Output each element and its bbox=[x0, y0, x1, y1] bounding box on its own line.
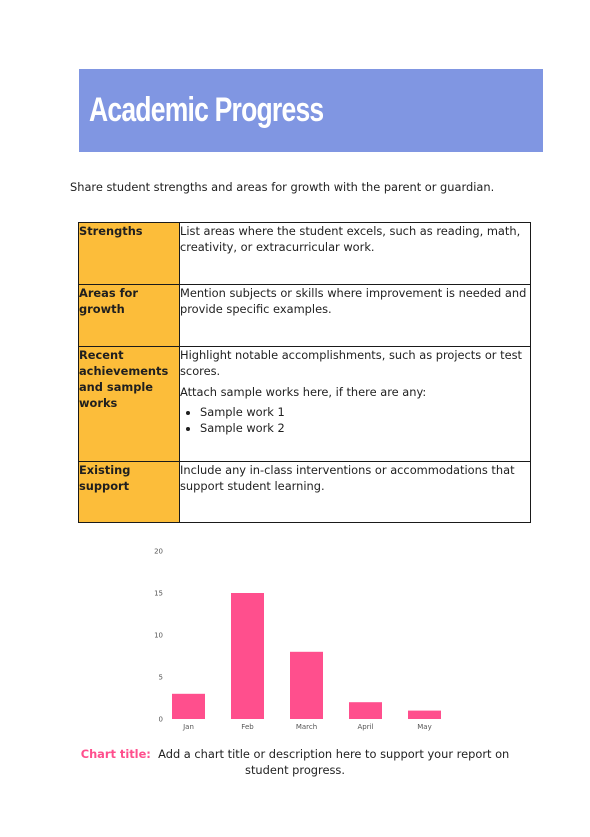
x-tick-label: May bbox=[417, 723, 432, 731]
bar-jan bbox=[172, 694, 205, 719]
description-text: Mention subjects or skills where improvement is needed and provide specific examples. bbox=[180, 286, 527, 316]
x-tick-label: Feb bbox=[241, 723, 254, 731]
row-description bbox=[180, 285, 531, 347]
y-tick-label: 15 bbox=[154, 589, 163, 598]
x-tick-label: April bbox=[357, 723, 374, 731]
table-row bbox=[79, 462, 531, 523]
samples-list bbox=[180, 404, 530, 436]
bar-march bbox=[290, 652, 323, 719]
bar-feb bbox=[231, 593, 264, 719]
x-tick-label: March bbox=[295, 723, 318, 731]
bar-chart bbox=[0, 540, 590, 740]
table-row bbox=[79, 285, 531, 347]
page-title: Academic Progress bbox=[89, 91, 324, 129]
row-description bbox=[180, 223, 531, 285]
attach-samples-text: Attach sample works here, if there are any: bbox=[180, 385, 427, 399]
row-description bbox=[180, 347, 531, 462]
row-description bbox=[180, 462, 531, 523]
y-tick-label: 10 bbox=[154, 631, 163, 640]
bar-may bbox=[408, 711, 441, 719]
header-band bbox=[79, 69, 543, 152]
row-category: Recent achievements and sample works bbox=[79, 347, 180, 462]
description-text: List areas where the student excels, such as reading, math, creativity, or extracurricular work. bbox=[180, 224, 521, 254]
y-tick-label: 5 bbox=[158, 673, 163, 682]
chart-caption bbox=[80, 746, 510, 778]
chart-caption-text: Add a chart title or description here to support your report on student progress. bbox=[158, 747, 510, 777]
description-text: Include any in-class interventions or accommodations that support student learning. bbox=[180, 463, 515, 493]
list-item: • Sample work 2 bbox=[200, 420, 530, 436]
progress-table bbox=[78, 222, 531, 523]
y-tick-label: 20 bbox=[154, 547, 163, 556]
y-tick-label: 0 bbox=[158, 715, 163, 724]
row-category: Strengths bbox=[79, 223, 180, 285]
bar-april bbox=[349, 702, 382, 719]
table-row bbox=[79, 347, 531, 462]
x-tick-label: Jan bbox=[183, 723, 194, 731]
row-category: Areas for growth bbox=[79, 285, 180, 347]
description-text: Highlight notable accomplishments, such as projects or test scores. bbox=[180, 348, 522, 378]
table-row bbox=[79, 223, 531, 285]
list-item: • Sample work 1 bbox=[200, 404, 530, 420]
chart-caption-label: Chart title: bbox=[80, 747, 151, 761]
row-category: Existing support bbox=[79, 462, 180, 523]
intro-text: Share student strengths and areas for growth with the parent or guardian. bbox=[70, 180, 495, 194]
